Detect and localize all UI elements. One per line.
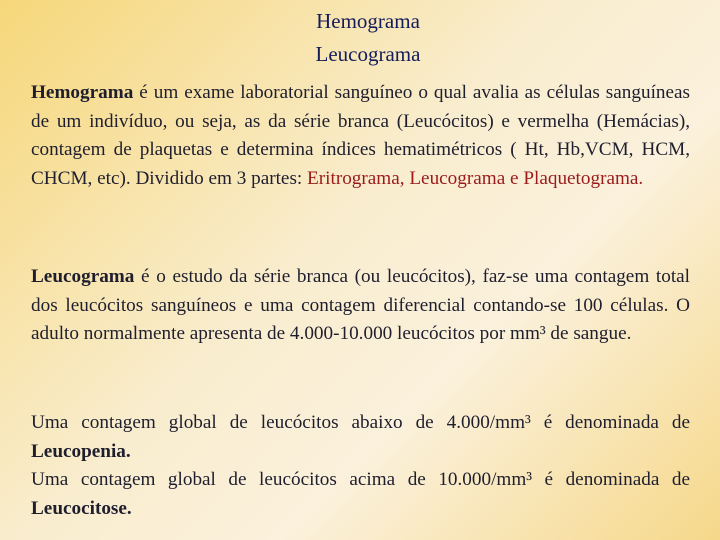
leucograma-description: é o estudo da série branca (ou leucócitos), faz-se uma contagem total dos leucócitos sanguíneos e uma contagem diferencial contando-se 100 células. O adulto normalmente apresenta de 4.000-10.000 leucócitos por mm³ de sangue. xyxy=(31,266,690,345)
leucocitose-text: Uma contagem global de leucócitos acima de 10.000/mm³ é denominada de xyxy=(31,469,690,491)
slide-title-line-2: Leucograma xyxy=(315,42,421,66)
term-hemograma: Hemograma xyxy=(31,82,134,103)
paragraph-hemograma xyxy=(31,79,690,193)
leucopenia-text: Uma contagem global de leucócitos abaixo de 4.000/mm³ é denominada de xyxy=(31,412,690,433)
hemograma-parts: Eritrograma, Leucograma e Plaquetograma. xyxy=(307,167,644,189)
hemograma-description: é um exame laboratorial sanguíneo o qual avalia as células sanguíneas de um indivíduo, ou seja, as da série branca (Leucócitos) e vermelha (Hemácias), contagem de plaquetas e determina índices hematimétricos ( Ht, Hb,VCM, HCM, CHCM, etc). Dividido em 3 partes: xyxy=(31,82,690,189)
slide-title-line-1: Hemograma xyxy=(316,9,420,33)
term-leucograma: Leucograma xyxy=(31,266,135,287)
paragraph-leucopenia-leucocitose xyxy=(31,409,690,523)
leucopenia-sentence xyxy=(31,409,690,466)
leucocitose-sentence xyxy=(31,466,690,523)
term-leucopenia: Leucopenia. xyxy=(31,440,131,462)
term-leucocitose: Leucocitose. xyxy=(31,497,132,519)
paragraph-leucograma xyxy=(31,263,690,349)
